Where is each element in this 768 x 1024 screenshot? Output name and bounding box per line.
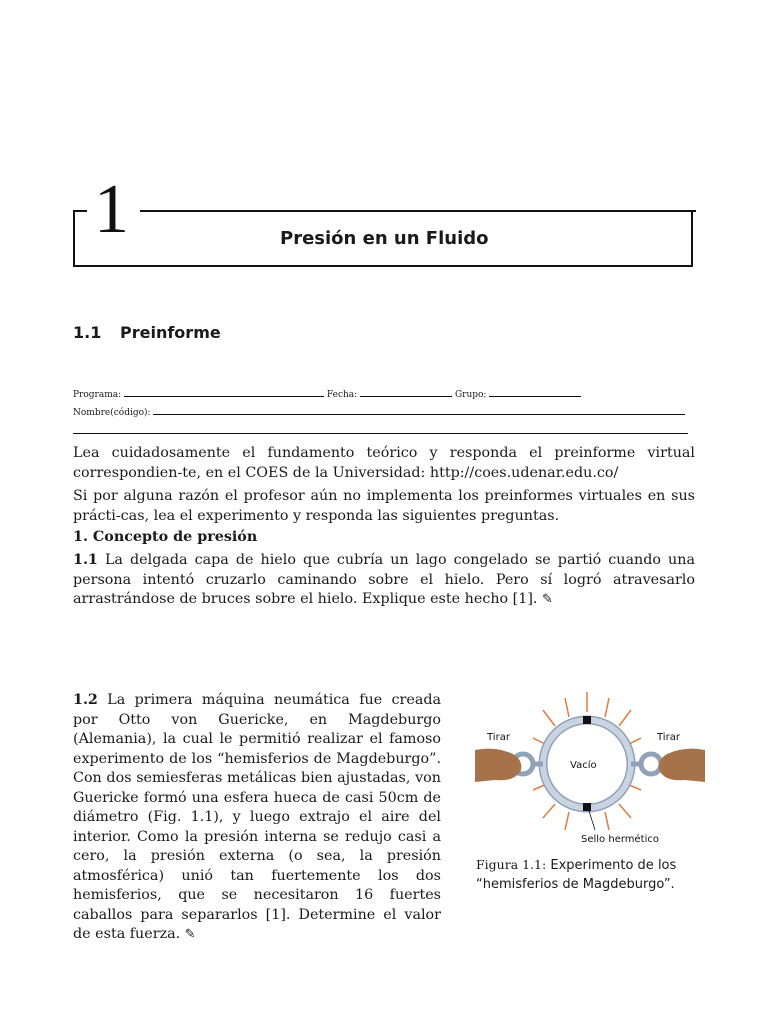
grupo-label: Grupo: (454, 390, 487, 400)
question-2 (73, 691, 441, 945)
grupo-field[interactable] (489, 395, 581, 397)
separator-rule (73, 433, 688, 434)
figure-caption-text: Experimento de los “hemisferios de Magdeburgo”. (476, 858, 677, 892)
programa-label: Programa: (73, 390, 122, 400)
question-1 (73, 551, 695, 610)
nombre-field[interactable] (153, 413, 685, 415)
figure-caption (476, 855, 706, 894)
intro-paragraph-2: Si por alguna razón el profesor aún no implementa los preinformes virtuales en sus prácti-cas, lea el experimento y responda las siguientes preguntas. (73, 488, 695, 524)
nombre-label: Nombre(código): (73, 408, 151, 418)
right-handle (641, 754, 661, 774)
seal-bottom (583, 803, 591, 811)
question-2-number: 1.2 (73, 692, 98, 708)
left-hand (475, 749, 521, 782)
figure-caption-label: Figura 1.1: (476, 857, 547, 872)
vacio-label: Vacío (570, 760, 597, 771)
form-row-2 (73, 408, 685, 418)
seal-top (583, 716, 591, 724)
chapter-frame-top-left (73, 210, 87, 212)
question-1-number: 1.1 (73, 552, 98, 568)
subheading: 1. Concepto de presión (73, 529, 258, 545)
right-hand (659, 749, 705, 782)
intro-paragraph-1: Lea cuidadosamente el fundamento teórico y responda el preinforme virtual correspondien-te, en el COES de la Universidad: http://coes.udenar.edu.co/ (73, 445, 695, 481)
magdeburg-hemispheres-figure (475, 690, 705, 850)
programa-field[interactable] (124, 395, 324, 397)
chapter-frame-top-right (140, 210, 696, 212)
tirar-right-label: Tirar (657, 732, 680, 743)
chapter-title: Presión en un Fluido (280, 228, 489, 249)
section-title: Preinforme (120, 323, 221, 342)
question-2-text: La primera máquina neumática fue creada por Otto von Guericke, en Magdeburgo (Alemania), la cual le permitió realizar el famoso experimento de los “hemisferios de Magdeburgo”. Con dos semiesferas metálicas bien ajustadas, von Guericke formó una esfera hueca de casi 50cm de diámetro (Fig. 1.1), y luego extrajo el aire del interior. Como la presión interna se redujo casi a cero, la presión externa (o sea, la presión atmosférica) unió tan fuertemente los dos hemisferios, que se necesitaron 16 fuertes caballos para separarlos [1]. Determine el valor de esta fuerza. (73, 692, 442, 942)
pencil-icon[interactable]: ✎ (542, 592, 553, 607)
section-number: 1.1 (73, 323, 102, 342)
fecha-field[interactable] (360, 395, 452, 397)
form-row-1 (73, 390, 581, 400)
question-1-text: La delgada capa de hielo que cubría un lago congelado se partió cuando una persona intentó cruzarlo caminando sobre el hielo. Pero sí logró atravesarlo arrastrándose de bruces sobre el hielo. Explique este hecho [1]. (73, 552, 696, 607)
sello-label: Sello hermético (581, 834, 659, 845)
section-heading (73, 323, 221, 342)
chapter-number: 1 (94, 171, 129, 248)
pencil-icon[interactable]: ✎ (184, 927, 196, 942)
tirar-left-label: Tirar (487, 732, 510, 743)
fecha-label: Fecha: (326, 390, 358, 400)
